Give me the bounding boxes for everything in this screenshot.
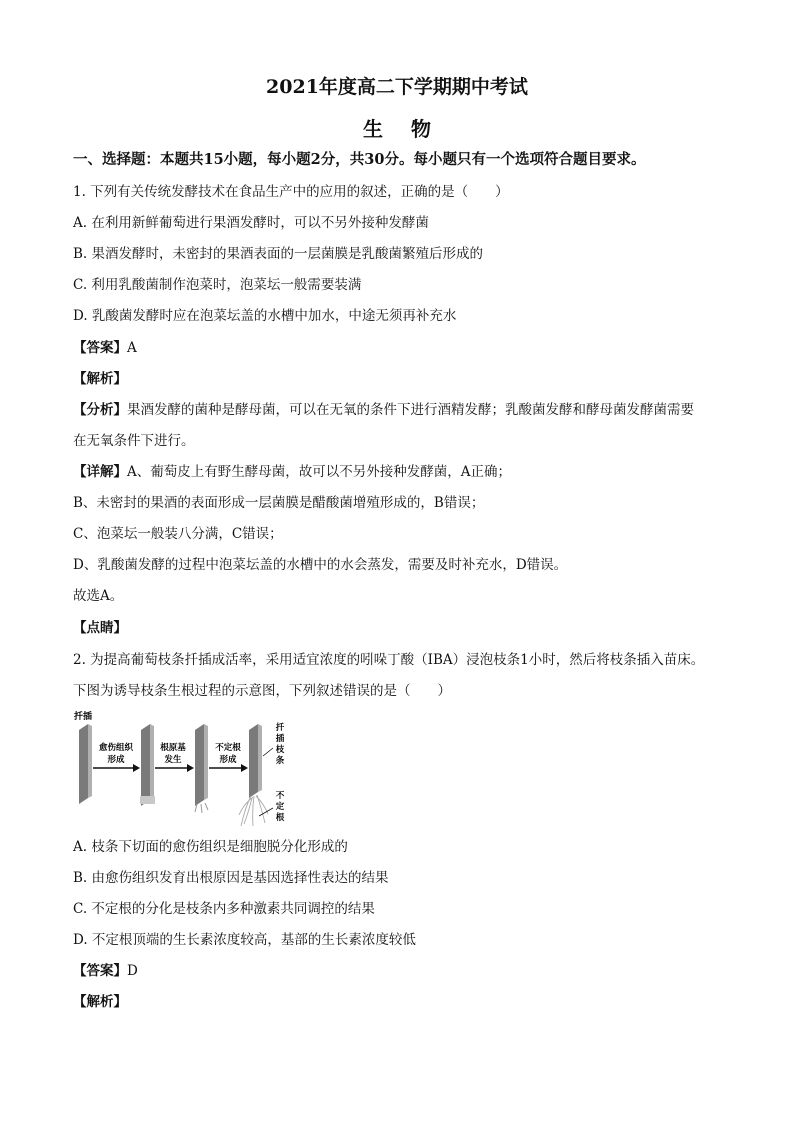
section-heading: 一、选择题：本题共15小题，每小题2分，共30分。每小题只有一个选项符合题目要求。 xyxy=(73,151,646,168)
q2-option-c: C. 不定根的分化是枝条内多种激素共同调控的结果 xyxy=(73,901,375,917)
fig-branch-3 xyxy=(195,724,204,806)
fenxi-text: 果酒发酵的菌种是酵母菌，可以在无氧的条件下进行酒精发酵；乳酸菌发酵和酵母菌发酵菌需要 xyxy=(127,402,694,418)
fig-arrowhead-3 xyxy=(241,764,248,772)
q1-option-d: D. 乳酸菌发酵时应在泡菜坛盖的水槽中加水，中途无须再补充水 xyxy=(73,308,457,324)
fig-right-label-4: 条 xyxy=(275,756,285,766)
fig-arrowhead-1 xyxy=(133,764,140,772)
fig-branch-1-side xyxy=(88,724,92,798)
fig-root-primordia xyxy=(195,803,208,813)
fig-branch-2-side xyxy=(150,724,154,800)
fig-adventitious-roots xyxy=(239,795,268,826)
q2-option-a: A. 枝条下切面的愈伤组织是细胞脱分化形成的 xyxy=(73,839,348,855)
fig-root-label-3: 根 xyxy=(275,813,285,823)
xiangjie-tag: 【详解】 xyxy=(73,464,127,480)
q2-option-d: D. 不定根顶端的生长素浓度较高，基部的生长素浓度较低 xyxy=(73,932,416,948)
fig-root-label-2: 定 xyxy=(275,802,285,812)
fig-label-cutting: 扦插 xyxy=(74,712,93,722)
fig-branch-4-side xyxy=(258,724,262,792)
answer-tag: 【答案】 xyxy=(73,340,127,356)
q2-stem-2: 下图为诱导枝条生根过程的示意图，下列叙述错误的是（ ） xyxy=(73,683,451,699)
q2-stem-1: 2. 为提高葡萄枝条扦插成活率，采用适宜浓度的吲哚丁酸（IBA）浸泡枝条1小时，然后将枝条插入苗床。 xyxy=(73,652,705,668)
q1-fenxi-cont: 在无氧条件下进行。 xyxy=(73,433,195,449)
fig-callus-2 xyxy=(140,796,155,804)
fig-step2-line2: 发生 xyxy=(164,755,182,765)
fig-step3-line2: 形成 xyxy=(219,755,237,765)
fig-branch-3-side xyxy=(204,724,208,800)
q1-option-b: B. 果酒发酵时，未密封的果酒表面的一层菌膜是乳酸菌繁殖后形成的 xyxy=(73,246,484,262)
answer-value: A xyxy=(127,340,137,356)
q1-stem: 1. 下列有关传统发酵技术在食品生产中的应用的叙述，正确的是（ ） xyxy=(73,184,509,200)
fig-step3-line1: 不定根 xyxy=(215,743,241,753)
q1-conclusion: 故选A。 xyxy=(73,588,124,604)
q1-dianjing-tag: 【点睛】 xyxy=(73,620,127,636)
answer-value: D xyxy=(127,963,138,979)
fig-right-label-2: 插 xyxy=(275,734,285,744)
subject-title: 生物 xyxy=(363,117,459,141)
fig-arrowhead-2 xyxy=(187,764,194,772)
q2-answer xyxy=(73,962,733,980)
q1-option-c: C. 利用乳酸菌制作泡菜时，泡菜坛一般需要装满 xyxy=(73,277,362,293)
fig-branch-2 xyxy=(141,724,150,806)
q2-option-b: B. 由愈伤组织发育出根原因是基因选择性表达的结果 xyxy=(73,870,389,886)
exam-title: 2021年度高二下学期期中考试 xyxy=(266,76,528,98)
fenxi-tag: 【分析】 xyxy=(73,402,127,418)
fig-root-label-1: 不 xyxy=(275,791,285,801)
xiangjie-a: A、葡萄皮上有野生酵母菌，故可以不另外接种发酵菌，A正确； xyxy=(127,464,511,480)
q1-fenxi xyxy=(73,401,733,419)
q1-xiangjie-b: B、未密封的果酒的表面形成一层菌膜是醋酸菌增殖形成的，B错误； xyxy=(73,495,485,511)
fig-branch-1 xyxy=(79,724,88,804)
rooting-diagram xyxy=(73,708,293,830)
fig-step2-line1: 根原基 xyxy=(160,743,186,753)
q1-option-a: A. 在利用新鲜葡萄进行果酒发酵时，可以不另外接种发酵菌 xyxy=(73,215,429,231)
q1-xiangjie xyxy=(73,463,733,481)
answer-tag: 【答案】 xyxy=(73,963,127,979)
fig-step1-line2: 形成 xyxy=(107,755,125,765)
q2-analysis-tag: 【解析】 xyxy=(73,994,127,1010)
q1-xiangjie-d: D、乳酸菌发酵的过程中泡菜坛盖的水槽中的水会蒸发，需要及时补充水，D错误。 xyxy=(73,557,568,573)
q1-xiangjie-c: C、泡菜坛一般装八分满，C错误； xyxy=(73,526,283,542)
q1-analysis-tag: 【解析】 xyxy=(73,371,127,387)
q1-answer xyxy=(73,339,733,357)
fig-right-label-3: 枝 xyxy=(275,745,285,755)
fig-pointer-branch xyxy=(263,748,273,756)
fig-right-label-1: 扦 xyxy=(275,723,285,733)
fig-branch-4 xyxy=(249,724,258,798)
fig-step1-line1: 愈伤组织 xyxy=(98,743,134,753)
